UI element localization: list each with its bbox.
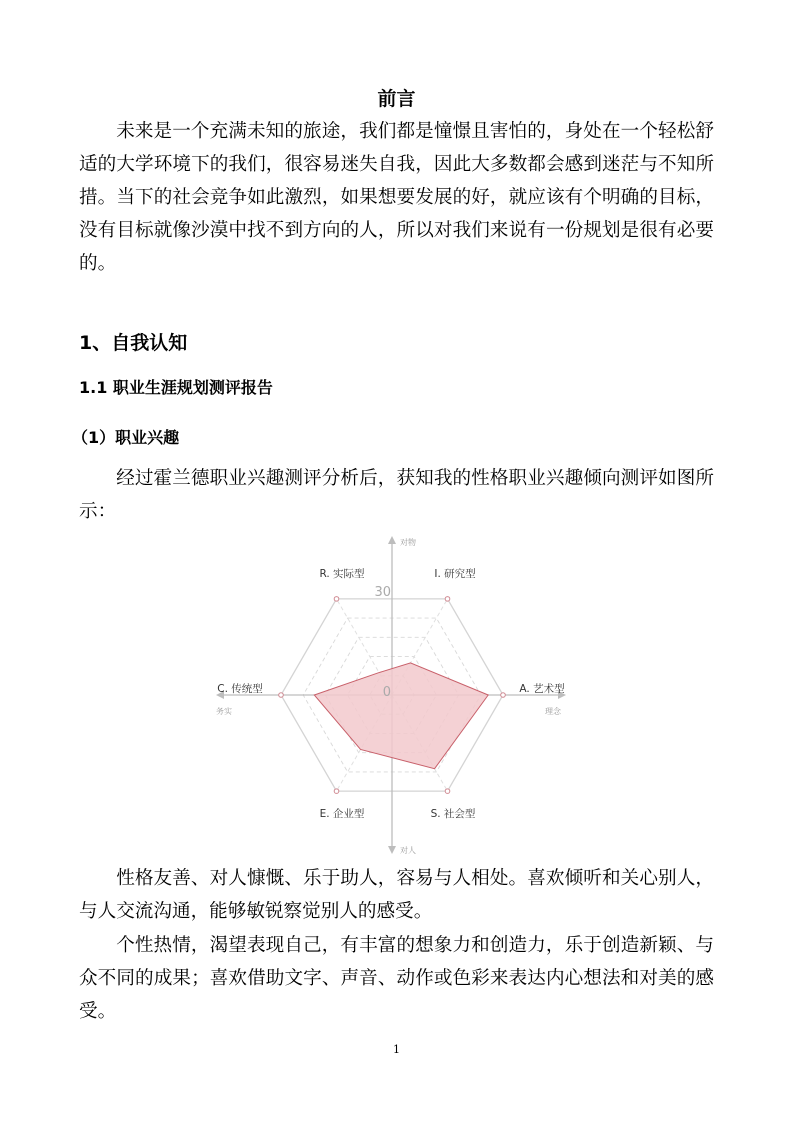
section-heading: 1、自我认知 [79, 332, 188, 354]
vertex-marker [445, 597, 450, 602]
subsection-heading: 1.1 职业生涯规划测评报告 [79, 378, 273, 397]
tick-label-max: 30 [374, 585, 391, 600]
axis-label-bottom: 对人 [400, 846, 416, 855]
vertex-marker [445, 789, 450, 794]
arrow-down-icon [388, 846, 396, 854]
vertex-marker [279, 693, 284, 698]
personality-paragraph: 性格友善、对人慷慨、乐于助人，容易与人相处。喜欢倾听和关心别人，与人交流沟通，能够敏锐察觉别人的感受。 [79, 868, 714, 922]
subsubsection-heading: （1）职业兴趣 [72, 428, 180, 447]
holland-radar-chart [200, 530, 580, 860]
category-label: I. 研究型 [434, 568, 476, 580]
tick-label-zero: 0 [382, 685, 391, 700]
category-label: S. 社会型 [430, 808, 476, 820]
vertex-marker [334, 789, 339, 794]
vertex-marker [501, 693, 506, 698]
chart-intro-paragraph: 经过霍兰德职业兴趣测评分析后，获知我的性格职业兴趣倾向测评如图所示： [79, 468, 714, 522]
axis-label-right: 理念 [545, 707, 561, 716]
category-label: E. 企业型 [319, 808, 365, 820]
page-title: 前言 [377, 88, 416, 110]
axis-label-left: 务实 [216, 707, 232, 716]
intro-paragraph: 未来是一个充满未知的旅途，我们都是憧憬且害怕的，身处在一个轻松舒适的大学环境下的我们，很容易迷失自我，因此大多数都会感到迷茫与不知所措。当下的社会竞争如此激烈，如果想要发展的好，就应该有个明确的目标，没有目标就像沙漠中找不到方向的人，所以对我们来说有一份规划是很有必要的。 [79, 121, 714, 274]
page-number: 1 [393, 1043, 400, 1056]
traits-paragraph: 个性热情，渴望表现自己，有丰富的想象力和创造力，乐于创造新颖、与众不同的成果；喜欢借助文字、声音、动作或色彩来表达内心想法和对美的感受。 [79, 935, 714, 1022]
category-label: A. 艺术型 [519, 683, 565, 695]
category-label: R. 实际型 [319, 568, 365, 580]
category-label: C. 传统型 [217, 683, 263, 695]
data-series-polygon [314, 663, 488, 769]
arrow-up-icon [388, 536, 396, 544]
axis-label-top: 对物 [400, 538, 416, 547]
vertex-marker [334, 597, 339, 602]
